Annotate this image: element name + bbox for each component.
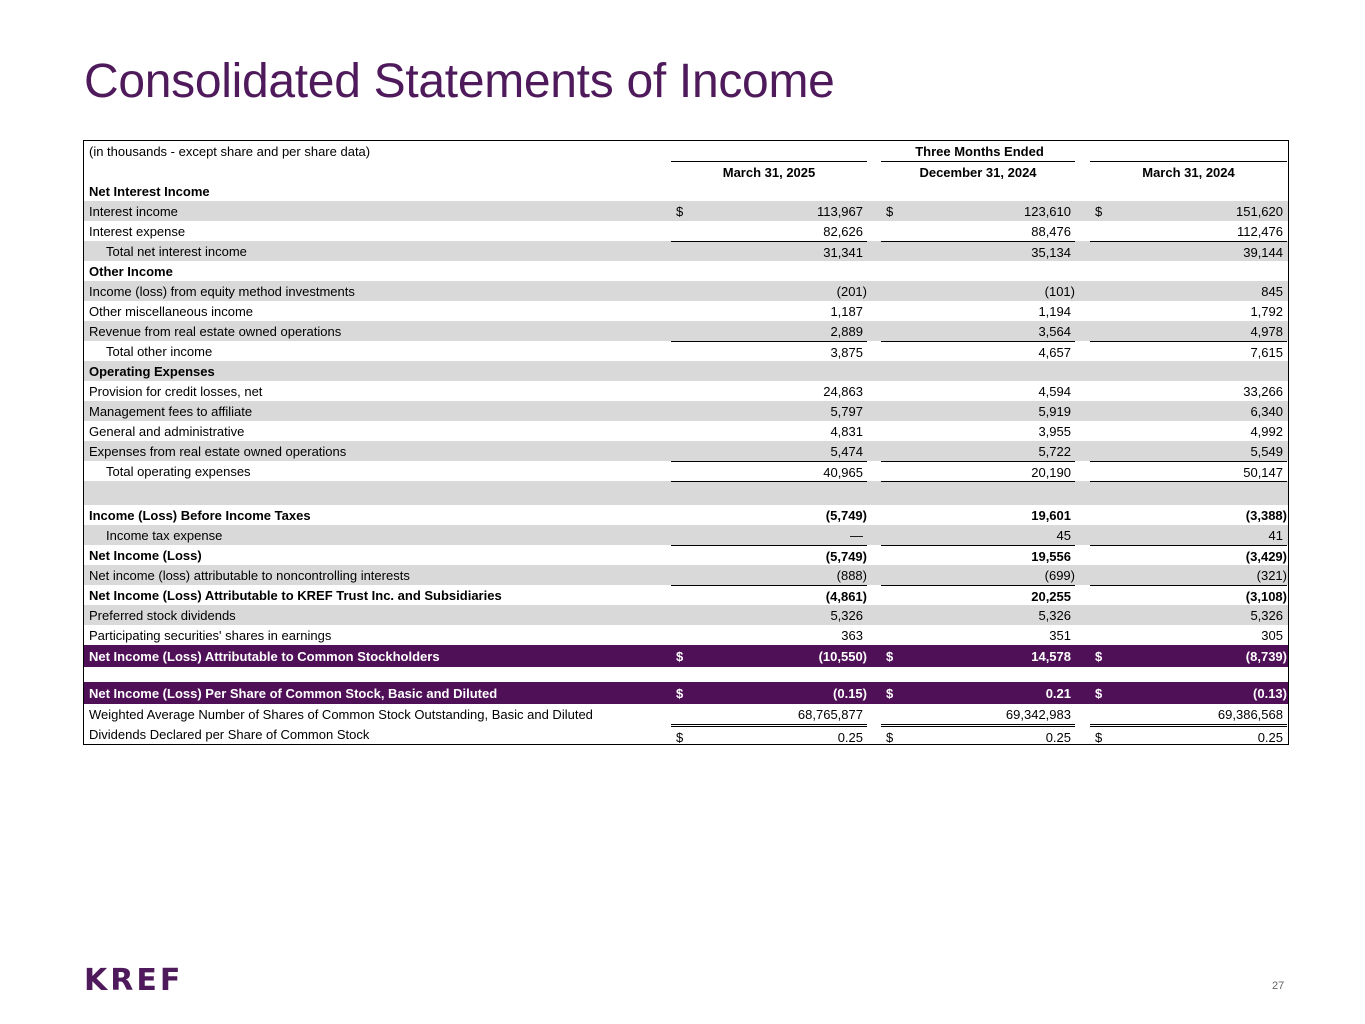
value-cell xyxy=(1090,381,1287,401)
value-cell xyxy=(881,545,1075,566)
cell-value: 24,863 xyxy=(823,383,863,399)
value-cell xyxy=(881,724,1075,747)
row-label: Revenue from real estate owned operations xyxy=(89,323,342,339)
cell-value: 845 xyxy=(1261,283,1283,299)
table-row xyxy=(84,401,1288,421)
row-label: Net Interest Income xyxy=(89,183,210,199)
value-cell xyxy=(1090,704,1287,724)
value-cell xyxy=(671,281,867,301)
table-row xyxy=(84,625,1288,645)
row-label: Net Income (Loss) Attributable to KREF Trust Inc. and Subsidiaries xyxy=(89,587,502,603)
table-row xyxy=(84,201,1288,221)
currency-symbol: $ xyxy=(886,648,894,664)
cell-value: 68,765,877 xyxy=(797,706,863,722)
table-row xyxy=(84,241,1288,261)
currency-symbol: $ xyxy=(1095,729,1103,745)
value-cell xyxy=(671,441,867,461)
value-cell xyxy=(881,682,1075,704)
column-header: December 31, 2024 xyxy=(881,161,1075,182)
currency-symbol: $ xyxy=(1095,203,1103,219)
cell-value: 69,342,983 xyxy=(1005,706,1071,722)
cell-value: 351 xyxy=(1049,627,1071,643)
table-row xyxy=(84,461,1288,481)
row-label: Net Income (Loss) Per Share of Common Stock, Basic and Diluted xyxy=(89,685,498,701)
value-cell xyxy=(1090,605,1287,625)
row-label: Operating Expenses xyxy=(89,363,215,379)
cell-value: (0.15) xyxy=(833,685,867,701)
unit-note: (in thousands - except share and per share data) xyxy=(89,143,371,159)
row-label: Other miscellaneous income xyxy=(89,303,254,319)
cell-value: 4,978 xyxy=(1250,323,1283,339)
table-row xyxy=(84,281,1288,301)
cell-value: 5,549 xyxy=(1250,443,1283,459)
value-cell xyxy=(881,525,1075,545)
row-label: Interest expense xyxy=(89,223,186,239)
table-row xyxy=(84,441,1288,461)
value-cell xyxy=(881,341,1075,362)
value-cell xyxy=(881,201,1075,221)
cell-value: 305 xyxy=(1261,627,1283,643)
value-cell xyxy=(881,381,1075,401)
cell-value: 5,722 xyxy=(1038,443,1071,459)
period-header: Three Months Ended xyxy=(915,143,1044,159)
cell-value: 20,190 xyxy=(1031,464,1071,480)
row-label: Other Income xyxy=(89,263,173,279)
cell-value: 1,187 xyxy=(830,303,863,319)
value-cell xyxy=(1090,585,1287,606)
value-cell xyxy=(671,201,867,221)
cell-value: 0.25 xyxy=(1257,729,1283,745)
value-cell xyxy=(1090,481,1287,506)
value-cell xyxy=(671,724,867,747)
value-cell xyxy=(881,461,1075,482)
table-row xyxy=(84,682,1288,704)
table-header-row xyxy=(84,141,1288,161)
table-row xyxy=(84,301,1288,321)
row-label: Income (Loss) Before Income Taxes xyxy=(89,507,311,523)
cell-value: 3,564 xyxy=(1038,323,1071,339)
value-cell xyxy=(1090,421,1287,441)
row-label: General and administrative xyxy=(89,423,245,439)
row-label: Total operating expenses xyxy=(106,463,251,479)
cell-value: (4,861) xyxy=(825,588,867,604)
cell-value: (888) xyxy=(836,567,867,583)
currency-symbol: $ xyxy=(886,729,894,745)
value-cell xyxy=(1090,505,1287,525)
table-row xyxy=(84,421,1288,441)
value-cell xyxy=(671,401,867,421)
cell-value: 123,610 xyxy=(1024,203,1071,219)
page-title: Consolidated Statements of Income xyxy=(84,55,835,108)
value-cell xyxy=(1090,682,1287,704)
table-row xyxy=(84,645,1288,667)
section-header-row xyxy=(84,361,1288,381)
cell-value: 1,792 xyxy=(1250,303,1283,319)
value-cell xyxy=(1090,461,1287,482)
cell-value: 151,620 xyxy=(1236,203,1283,219)
value-cell xyxy=(671,321,867,341)
cell-value: 45 xyxy=(1056,527,1071,543)
value-cell xyxy=(671,421,867,441)
value-cell xyxy=(1090,625,1287,645)
cell-value: 5,326 xyxy=(830,607,863,623)
cell-value: 4,594 xyxy=(1038,383,1071,399)
row-label: Net income (loss) attributable to noncontrolling interests xyxy=(89,567,410,583)
row-label: Total net interest income xyxy=(106,243,247,259)
value-cell xyxy=(1090,301,1287,321)
cell-value: 82,626 xyxy=(823,223,863,239)
value-cell xyxy=(1090,724,1287,747)
row-label: Net Income (Loss) Attributable to Common Stockholders xyxy=(89,648,440,664)
value-cell xyxy=(881,625,1075,645)
table-row xyxy=(84,525,1288,545)
cell-value: (3,388) xyxy=(1245,507,1287,523)
cell-value: 19,601 xyxy=(1031,507,1071,523)
currency-symbol: $ xyxy=(676,203,684,219)
cell-value: 41 xyxy=(1268,527,1283,543)
value-cell xyxy=(671,481,867,506)
value-cell xyxy=(881,321,1075,341)
cell-value: 0.21 xyxy=(1045,685,1071,701)
cell-value: 363 xyxy=(841,627,863,643)
value-cell xyxy=(881,565,1075,585)
cell-value: (3,108) xyxy=(1245,588,1287,604)
value-cell xyxy=(881,481,1075,506)
cell-value: (0.13) xyxy=(1253,685,1287,701)
row-label: Dividends Declared per Share of Common Stock xyxy=(89,726,370,742)
table-row xyxy=(84,704,1288,724)
cell-value: 7,615 xyxy=(1250,344,1283,360)
column-header: March 31, 2025 xyxy=(671,161,867,182)
cell-value: 5,326 xyxy=(1250,607,1283,623)
section-header-row xyxy=(84,181,1288,201)
table-row xyxy=(84,565,1288,585)
currency-symbol: $ xyxy=(1095,685,1103,701)
cell-value: 0.25 xyxy=(1045,729,1071,745)
row-label: Net Income (Loss) xyxy=(89,547,202,563)
cell-value: 19,556 xyxy=(1031,548,1071,564)
table-row xyxy=(84,481,1288,505)
cell-value: (321) xyxy=(1256,567,1287,583)
cell-value: — xyxy=(850,527,863,543)
row-label: Provision for credit losses, net xyxy=(89,383,263,399)
row-label: Preferred stock dividends xyxy=(89,607,236,623)
cell-value: 2,889 xyxy=(830,323,863,339)
value-cell xyxy=(881,645,1075,667)
cell-value: 5,919 xyxy=(1038,403,1071,419)
cell-value: 4,831 xyxy=(830,423,863,439)
value-cell xyxy=(671,605,867,625)
value-cell xyxy=(1090,221,1287,241)
value-cell xyxy=(671,704,867,724)
row-label: Interest income xyxy=(89,203,178,219)
row-label: Participating securities' shares in earnings xyxy=(89,627,332,643)
value-cell xyxy=(1090,341,1287,362)
value-cell xyxy=(671,341,867,362)
table-body xyxy=(84,181,1288,744)
value-cell xyxy=(881,441,1075,461)
cell-value: 4,657 xyxy=(1038,344,1071,360)
value-cell xyxy=(1090,241,1287,262)
table-row xyxy=(84,667,1288,682)
cell-value: 3,955 xyxy=(1038,423,1071,439)
value-cell xyxy=(671,565,867,585)
value-cell xyxy=(1090,321,1287,341)
cell-value: 5,797 xyxy=(830,403,863,419)
cell-value: (5,749) xyxy=(825,548,867,564)
cell-value: 1,194 xyxy=(1038,303,1071,319)
value-cell xyxy=(671,241,867,262)
value-cell xyxy=(881,401,1075,421)
currency-symbol: $ xyxy=(886,685,894,701)
value-cell xyxy=(881,704,1075,724)
value-cell xyxy=(881,301,1075,321)
value-cell xyxy=(1090,281,1287,301)
value-cell xyxy=(881,221,1075,241)
cell-value: 14,578 xyxy=(1031,648,1071,664)
row-label: Expenses from real estate owned operations xyxy=(89,443,347,459)
value-cell xyxy=(881,421,1075,441)
value-cell xyxy=(671,381,867,401)
cell-value: 33,266 xyxy=(1243,383,1283,399)
currency-symbol: $ xyxy=(1095,648,1103,664)
value-cell xyxy=(671,682,867,704)
value-cell xyxy=(1090,441,1287,461)
value-cell xyxy=(881,585,1075,606)
table-row xyxy=(84,605,1288,625)
table-row xyxy=(84,505,1288,525)
value-cell xyxy=(671,461,867,482)
cell-value: 113,967 xyxy=(816,203,863,219)
currency-symbol: $ xyxy=(676,729,684,745)
value-cell xyxy=(1090,401,1287,421)
cell-value: 5,326 xyxy=(1038,607,1071,623)
table-row xyxy=(84,585,1288,605)
currency-symbol: $ xyxy=(676,648,684,664)
value-cell xyxy=(671,585,867,606)
value-cell xyxy=(671,221,867,241)
column-header-row xyxy=(84,161,1288,181)
value-cell xyxy=(671,545,867,566)
cell-value: 4,992 xyxy=(1250,423,1283,439)
table-row xyxy=(84,545,1288,565)
cell-value: 31,341 xyxy=(823,244,863,260)
page-number: 27 xyxy=(1272,980,1285,992)
cell-value: 39,144 xyxy=(1243,244,1283,260)
cell-value: (699) xyxy=(1044,567,1075,583)
column-header: March 31, 2024 xyxy=(1090,161,1287,182)
cell-value: 3,875 xyxy=(830,344,863,360)
cell-value: (8,739) xyxy=(1245,648,1287,664)
value-cell xyxy=(881,505,1075,525)
value-cell xyxy=(671,625,867,645)
row-label: Management fees to affiliate xyxy=(89,403,253,419)
table-row xyxy=(84,381,1288,401)
kref-logo: KREF xyxy=(84,963,184,998)
value-cell xyxy=(1090,201,1287,221)
value-cell xyxy=(881,281,1075,301)
cell-value: 0.25 xyxy=(837,729,863,745)
row-label: Weighted Average Number of Shares of Common Stock Outstanding, Basic and Diluted xyxy=(89,706,593,722)
table-row xyxy=(84,724,1288,744)
cell-value: 50,147 xyxy=(1243,464,1283,480)
value-cell xyxy=(671,301,867,321)
cell-value: 20,255 xyxy=(1031,588,1071,604)
cell-value: (3,429) xyxy=(1245,548,1287,564)
row-label: Income tax expense xyxy=(106,527,223,543)
value-cell xyxy=(881,241,1075,262)
table-row xyxy=(84,321,1288,341)
currency-symbol: $ xyxy=(676,685,684,701)
value-cell xyxy=(1090,645,1287,667)
cell-value: (101) xyxy=(1044,283,1075,299)
income-statement-table xyxy=(83,140,1289,745)
cell-value: (201) xyxy=(836,283,867,299)
cell-value: 40,965 xyxy=(823,464,863,480)
cell-value: 69,386,568 xyxy=(1217,706,1283,722)
cell-value: (10,550) xyxy=(818,648,867,664)
table-row xyxy=(84,221,1288,241)
value-cell xyxy=(671,525,867,545)
currency-symbol: $ xyxy=(886,203,894,219)
value-cell xyxy=(671,505,867,525)
value-cell xyxy=(1090,565,1287,585)
table-row xyxy=(84,341,1288,361)
cell-value: 88,476 xyxy=(1031,223,1071,239)
row-label: Total other income xyxy=(106,343,213,359)
section-header-row xyxy=(84,261,1288,281)
value-cell xyxy=(671,645,867,667)
value-cell xyxy=(881,605,1075,625)
row-label: Income (loss) from equity method investments xyxy=(89,283,355,299)
cell-value: 35,134 xyxy=(1031,244,1071,260)
cell-value: 112,476 xyxy=(1236,223,1283,239)
cell-value: 6,340 xyxy=(1250,403,1283,419)
value-cell xyxy=(1090,545,1287,566)
cell-value: 5,474 xyxy=(830,443,863,459)
cell-value: (5,749) xyxy=(825,507,867,523)
value-cell xyxy=(1090,525,1287,545)
